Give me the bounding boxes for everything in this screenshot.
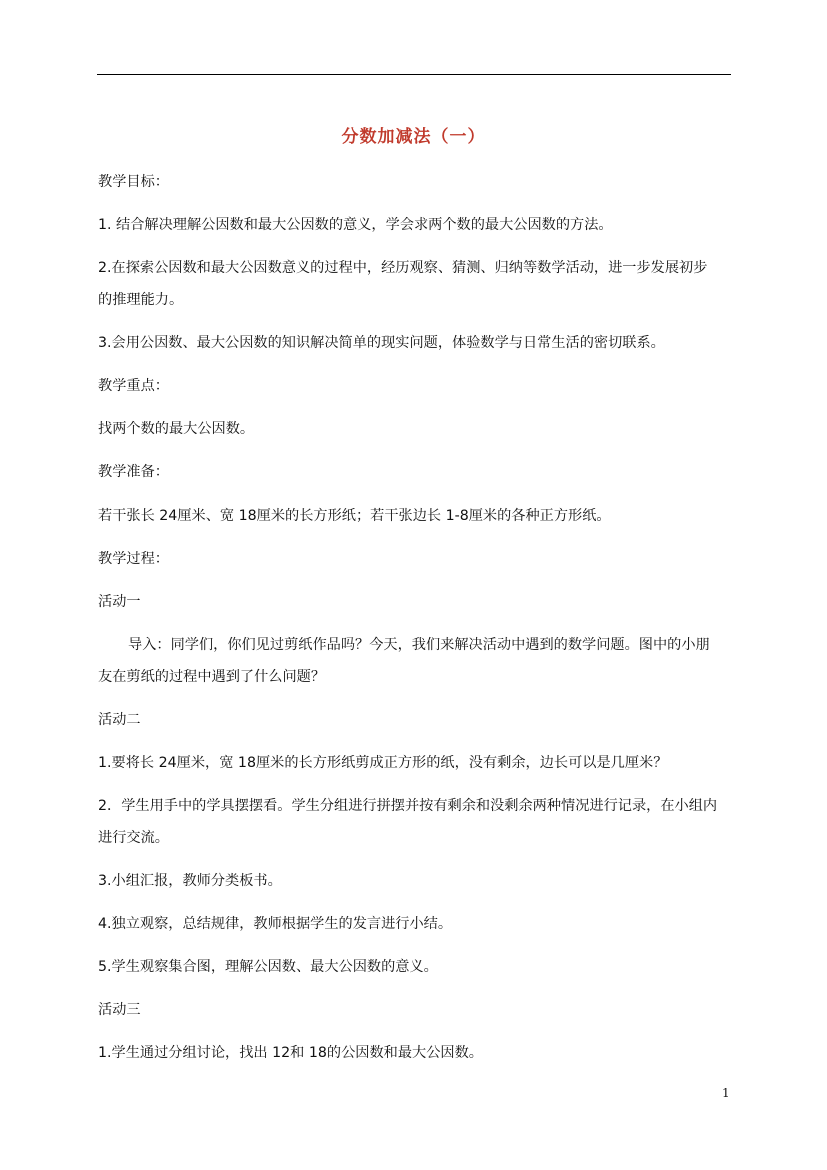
section-heading-process: 教学过程： bbox=[98, 551, 169, 567]
section-heading-objectives: 教学目标： bbox=[98, 174, 169, 190]
activity-3-item-1: 1.学生通过分组讨论，找出 12和 18的公因数和最大公因数。 bbox=[98, 1045, 483, 1061]
key-point-text: 找两个数的最大公因数。 bbox=[98, 421, 255, 437]
activity-1-line-2: 友在剪纸的过程中遇到了什么问题？ bbox=[98, 669, 326, 685]
objective-1: 1. 结合解决理解公因数和最大公因数的意义，学会求两个数的最大公因数的方法。 bbox=[98, 217, 613, 233]
page-number: 1 bbox=[722, 1086, 730, 1100]
activity-1-heading: 活动一 bbox=[98, 594, 141, 610]
objective-3: 3.会用公因数、最大公因数的知识解决简单的现实问题，体验数学与日常生活的密切联系。 bbox=[98, 335, 665, 351]
activity-2-item-1: 1.要将长 24厘米，宽 18厘米的长方形纸剪成正方形的纸，没有剩余，边长可以是几厘米？ bbox=[98, 755, 668, 771]
objective-2-line-2: 的推理能力。 bbox=[98, 292, 184, 308]
activity-2-item-2-line-2: 进行交流。 bbox=[98, 830, 169, 846]
preparation-text: 若干张长 24厘米、宽 18厘米的长方形纸；若干张边长 1-8厘米的各种正方形纸。 bbox=[98, 508, 611, 524]
page-title: 分数加减法（一） bbox=[341, 127, 486, 147]
activity-2-item-5: 5.学生观察集合图，理解公因数、最大公因数的意义。 bbox=[98, 959, 438, 975]
activity-2-heading: 活动二 bbox=[98, 712, 141, 728]
activity-3-heading: 活动三 bbox=[98, 1002, 141, 1018]
header-rule bbox=[97, 74, 731, 75]
section-heading-key-point: 教学重点： bbox=[98, 378, 169, 394]
activity-1-line-1: 导入：同学们，你们见过剪纸作品吗？今天，我们来解决活动中遇到的数学问题。图中的小朋 bbox=[128, 637, 710, 653]
objective-2-line-1: 2.在探索公因数和最大公因数意义的过程中，经历观察、猜测、归纳等数学活动，进一步发展初步 bbox=[98, 260, 708, 276]
activity-2-item-2-line-1: 2．学生用手中的学具摆摆看。学生分组进行拼摆并按有剩余和没剩余两种情况进行记录，在小组内 bbox=[98, 798, 718, 814]
activity-2-item-3: 3.小组汇报，教师分类板书。 bbox=[98, 873, 282, 889]
section-heading-preparation: 教学准备： bbox=[98, 464, 169, 480]
activity-2-item-4: 4.独立观察，总结规律，教师根据学生的发言进行小结。 bbox=[98, 916, 453, 932]
